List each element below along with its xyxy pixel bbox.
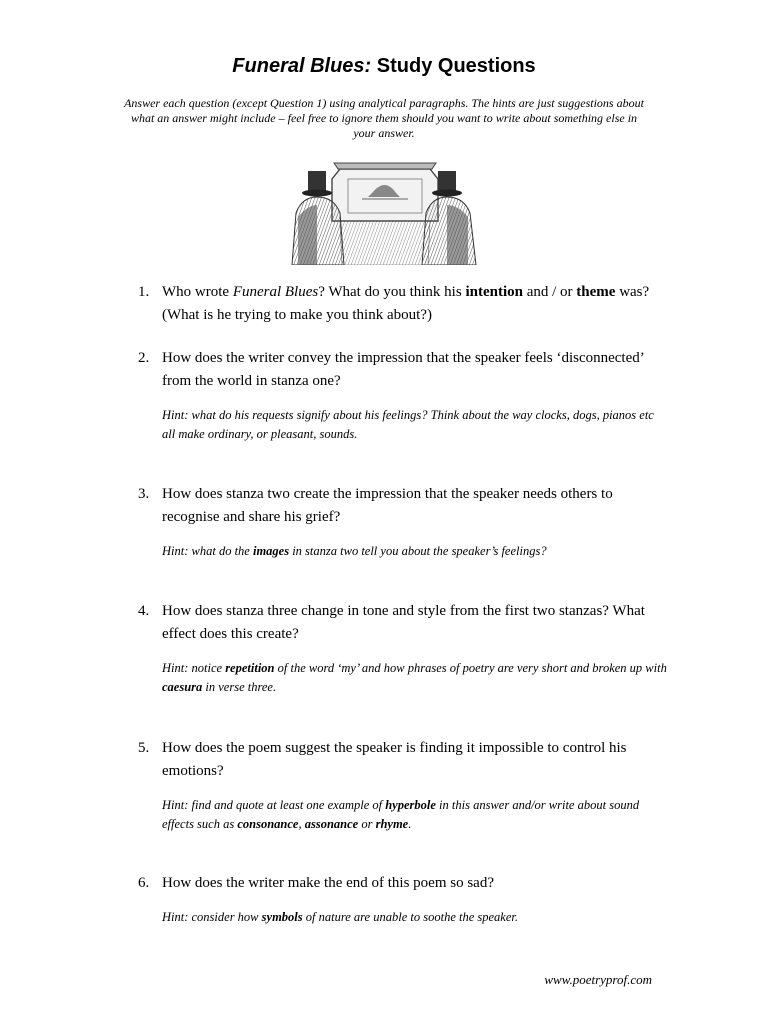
question-number: 1. [138,284,150,300]
question-number: 6. [138,875,150,891]
question-text: Who wrote Funeral Blues? What do you think his intention and / or theme was? (What is he trying to make you think about?) [162,284,650,323]
question-1 [138,281,668,327]
hint-text: Hint: consider how symbols of nature are unable to soothe the speaker. [162,910,518,924]
question-3 [138,483,668,561]
website-footer: www.poetryprof.com [544,972,652,987]
hint-text: Hint: notice repetition of the word ‘my’ and how phrases of poetry are very short and broken up with caesura in verse three. [162,661,667,694]
question-2 [138,347,668,444]
coffin-bearers-illustration [288,157,482,265]
question-number: 4. [138,603,150,619]
question-6 [138,872,668,927]
poem-title: Funeral Blues: [232,55,372,77]
question-number: 5. [138,740,150,756]
question-text: How does the writer make the end of this poem so sad? [162,875,494,891]
question-number: 2. [138,350,150,366]
question-text: How does stanza two create the impression that the speaker needs others to recognise and share his grief? [162,486,613,525]
question-text: How does the writer convey the impression that the speaker feels ‘disconnected’ from the world in stanza one? [162,350,644,389]
question-text: How does the poem suggest the speaker is finding it impossible to control his emotions? [162,740,627,779]
question-5 [138,737,668,834]
page-title [0,55,768,78]
title-suffix: Study Questions [371,55,536,77]
question-number: 3. [138,486,150,502]
instructions: Answer each question (except Question 1) using analytical paragraphs. The hints are just suggestions about what an answer might include – feel free to ignore them should you want to write about something else in your answer. [124,96,644,140]
hint-text: Hint: what do his requests signify about his feelings? Think about the way clocks, dogs, pianos etc all make ordinary, or pleasant, sounds. [162,408,654,441]
question-4 [138,600,668,697]
hint-text: Hint: what do the images in stanza two tell you about the speaker’s feelings? [162,544,547,558]
question-text: How does stanza three change in tone and style from the first two stanzas? What effect does this create? [162,603,645,642]
hint-text: Hint: find and quote at least one example of hyperbole in this answer and/or write about sound effects such as consonance, assonance or rhyme. [162,798,640,831]
